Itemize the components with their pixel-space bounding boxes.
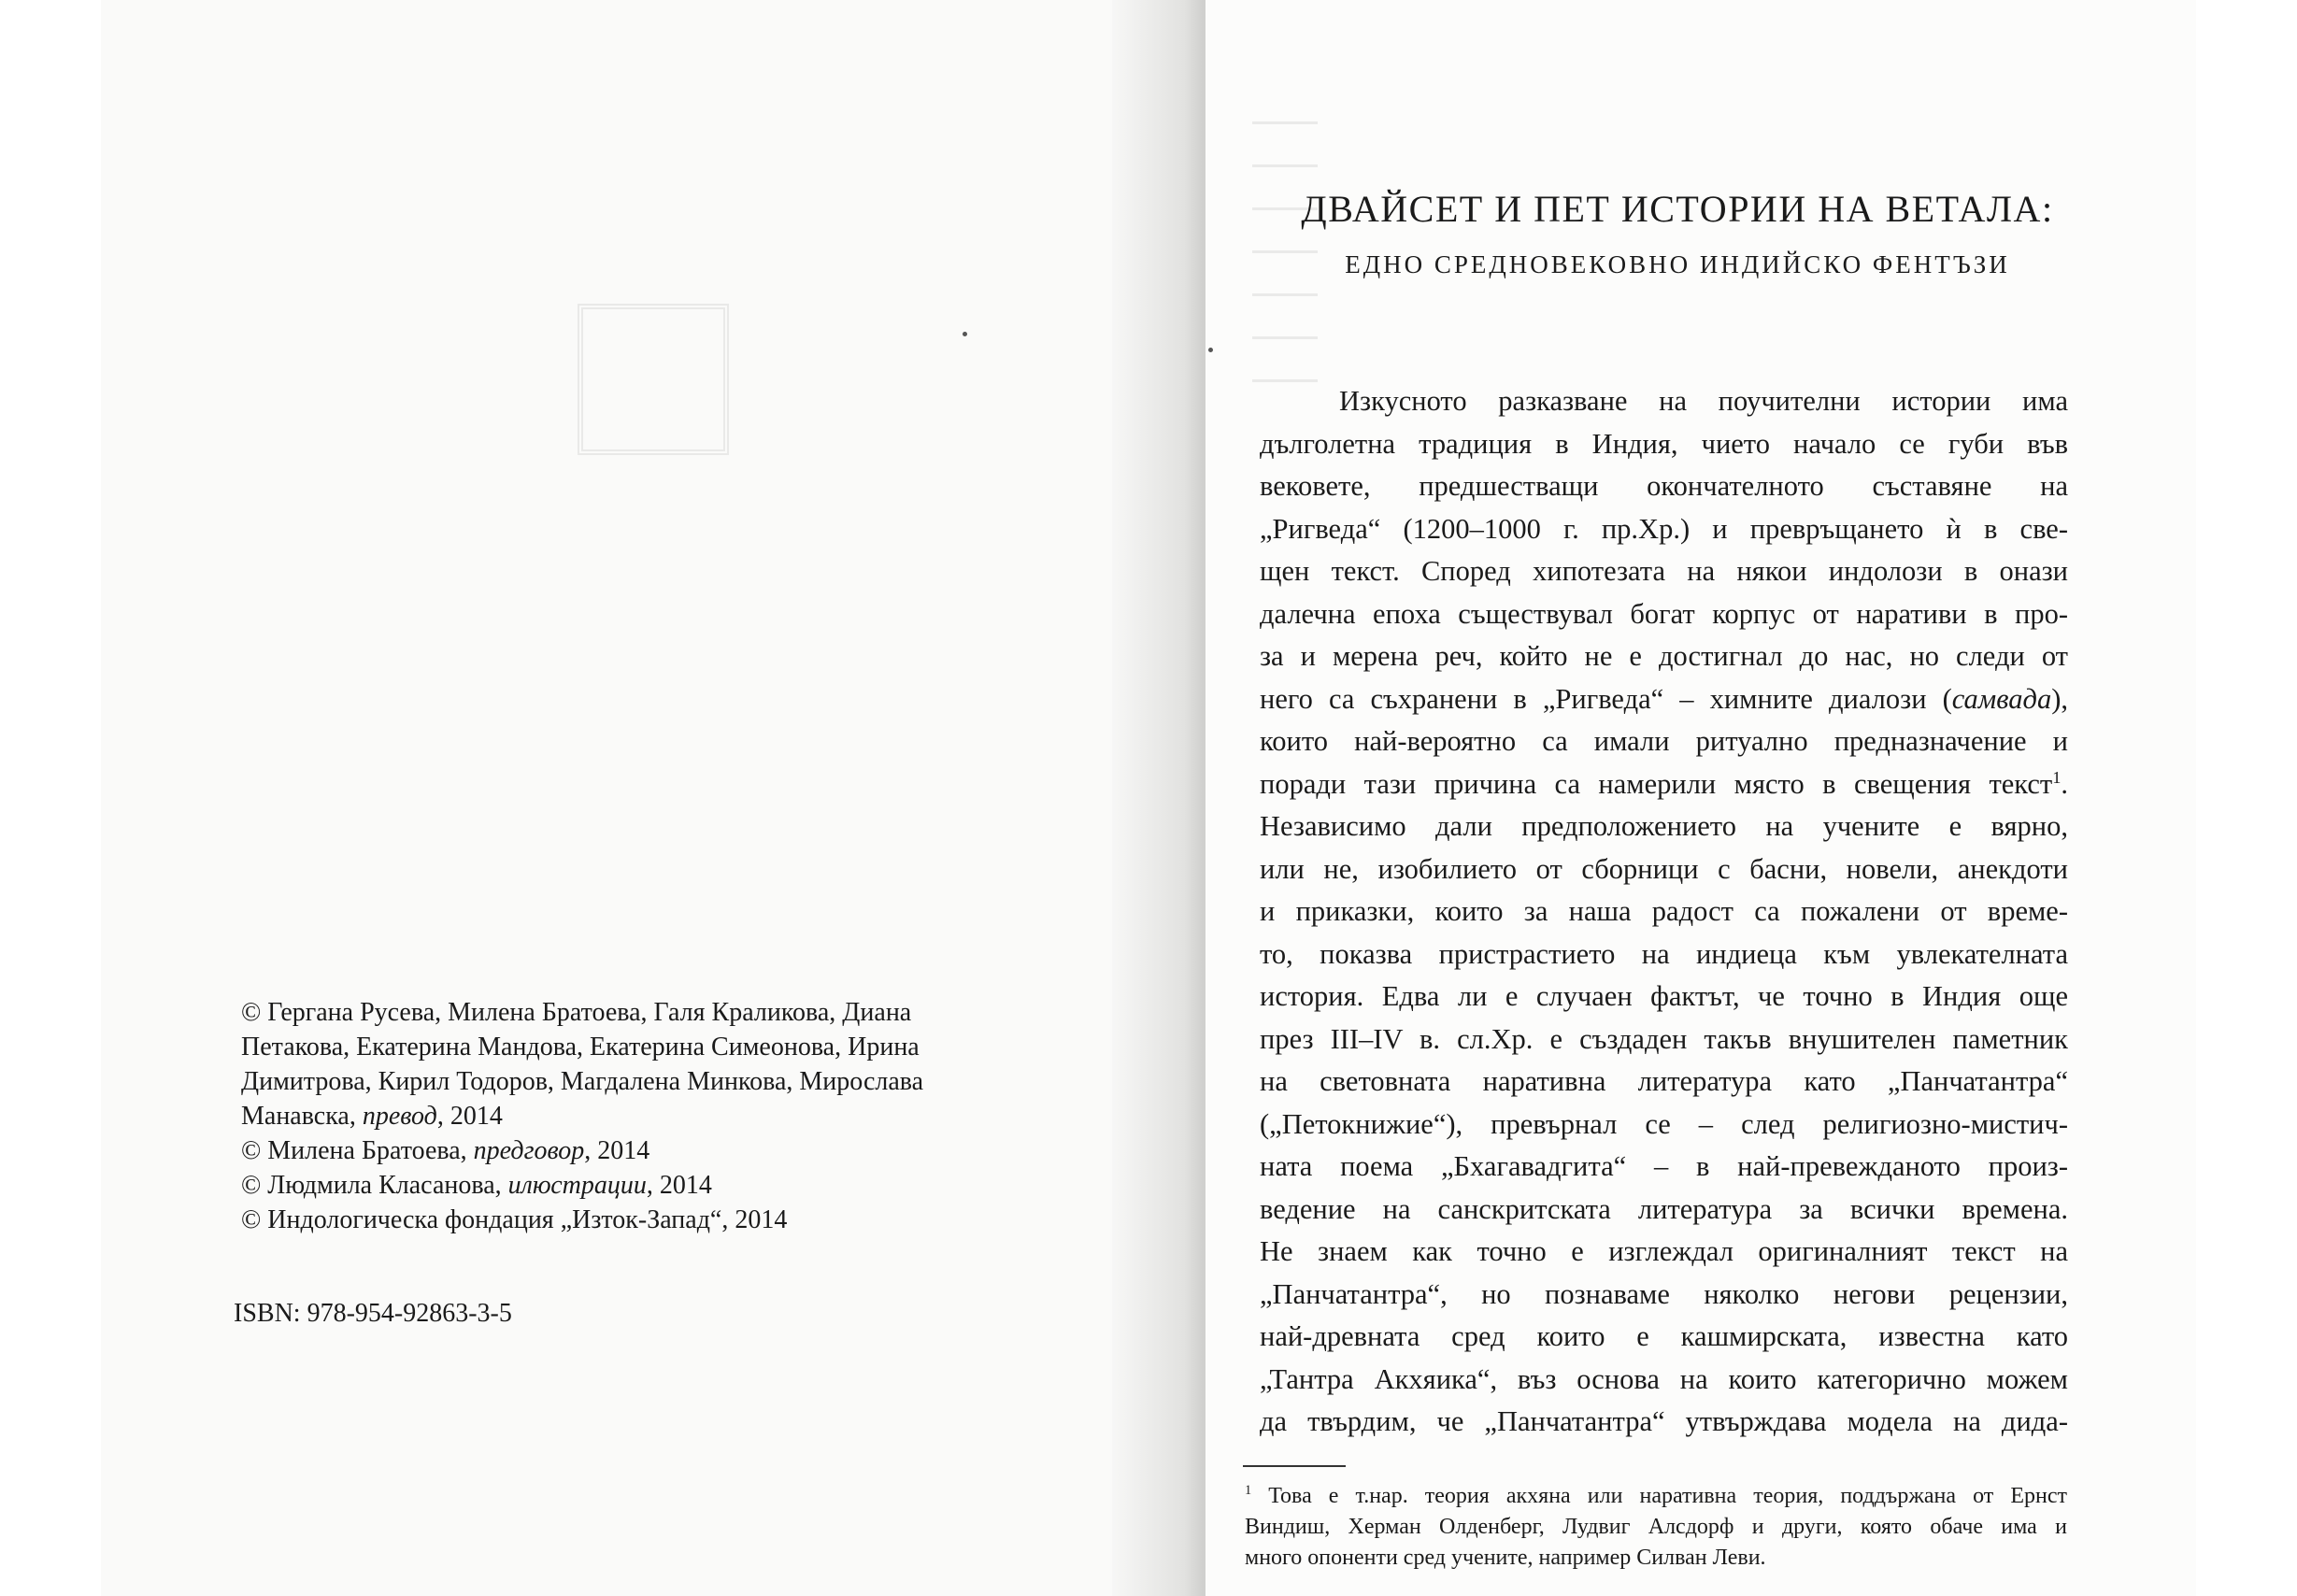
copyright-block (241, 995, 989, 1237)
body-line: ната поема „Бхагавадгита“ – в най-превежданото произ- (1260, 1150, 2068, 1182)
body-line: и приказки, които за наша радост са пожалени от време- (1260, 895, 2068, 927)
body-line: Не знаем как точно е изглеждал оригиналният текст на (1260, 1235, 2068, 1267)
footnote-line: много опоненти сред учените, например Силван Леви. (1245, 1546, 1766, 1570)
speck (1208, 348, 1213, 352)
body-line: Независимо дали предположението на учените е вярно, (1260, 810, 2068, 842)
page-margin (2196, 0, 2297, 1596)
body-line-segment: него са съхранени в „Ригведа“ – химните диалози ( (1260, 682, 1952, 715)
footnote (1245, 1481, 2067, 1574)
body-line: най-древната сред които е кашмирската, известна като (1260, 1320, 2068, 1352)
body-line: история. Едва ли е случаен фактът, че точно в Индия още (1260, 980, 2068, 1012)
foreword-copyright (241, 1133, 989, 1168)
body-line: то, показва пристрастието на индиеца към увлекателната (1260, 937, 2068, 970)
body-line: поради тази причина са намерили място в свещения текст$^1$. (1260, 767, 2068, 800)
body-line: ведение на санскритската литература за всички времена. (1260, 1192, 2068, 1225)
copyright-line: Петакова, Екатерина Мандова, Екатерина Симеонова, Ирина (241, 1033, 920, 1062)
footnote-rule (1243, 1465, 1346, 1467)
body-line: за и мерена реч, който не е достигнал до нас, но следи от (1260, 640, 2068, 672)
illustrations-copyright (241, 1168, 989, 1203)
body-line: „Тантра Акхяика“, въз основа на които категорично можем (1260, 1362, 2068, 1395)
body-line: на световната наративна литература като „Панчатантра“ (1260, 1065, 2068, 1097)
italic-term: самвада (1951, 682, 2052, 715)
illustrator: © Людмила Класанова, (241, 1171, 508, 1200)
body-line: дълголетна традиция в Индия, чието начало се губи във (1260, 427, 2068, 460)
chapter-title: ДВАЙСЕТ И ПЕТ ИСТОРИИ НА ВЕТАЛА: (1301, 188, 2054, 230)
footnote-line (1245, 1481, 2067, 1512)
body-line-segment: ), (2051, 682, 2068, 715)
bleed-through-emblem (578, 304, 729, 455)
foreword-year: , 2014 (584, 1136, 650, 1165)
body-line: Изкусното разказване на поучителни истории има (1339, 385, 2068, 417)
isbn: ISBN: 978-954-92863-3-5 (234, 1299, 512, 1328)
speck (963, 332, 967, 336)
footnote-text: Това е т.нар. теория акхяна или наративна теория, поддържана от Ернст (1268, 1484, 2067, 1508)
body-line: „Панчатантра“, но познаваме няколко негови рецензии, (1260, 1277, 2068, 1310)
body-line: през III–IV в. сл.Хр. е създаден такъв внушителен паметник (1260, 1022, 2068, 1055)
footnote-marker: 1 (1245, 1483, 1252, 1498)
body-line: вековете, предшестващи окончателното съставяне на (1260, 470, 2068, 502)
body-line (1260, 678, 2068, 721)
illustrations-year: , 2014 (646, 1171, 712, 1200)
body-text (1260, 380, 2068, 1444)
translators-copyright (241, 995, 989, 1133)
foundation-copyright: © Индологическа фондация „Изток-Запад“, 2014 (241, 1205, 788, 1234)
translation-role: превод (362, 1102, 437, 1131)
body-line: които най-вероятно са имали ритуално предназначение и (1260, 725, 2068, 757)
body-line-segment: поради тази причина са намерили място в свещения текст (1260, 767, 2053, 800)
copyright-line: Манавска, (241, 1102, 363, 1131)
foreword-author: © Милена Братоева, (241, 1136, 474, 1165)
body-line: далечна епоха съществувал богат корпус от наративи в про- (1260, 597, 2068, 630)
body-line: („Петокнижие“), превърнал се – след религиозно-мистич- (1260, 1107, 2068, 1140)
translation-year: , 2014 (436, 1102, 503, 1131)
illustrations-role: илюстрации (507, 1171, 647, 1200)
footnote-reference[interactable]: 1 (2052, 767, 2062, 787)
chapter-subtitle: ЕДНО СРЕДНОВЕКОВНО ИНДИЙСКО ФЕНТЪЗИ (1345, 250, 2010, 278)
body-line: да твърдим, че „Панчатантра“ утвърждава модела на дида- (1260, 1405, 2068, 1437)
body-line: „Ригведа“ (1200–1000 г. пр.Хр.) и превръщането ѝ в све- (1260, 512, 2068, 545)
copyright-line: © Гергана Русева, Милена Братоева, Галя Краликова, Диана (241, 998, 912, 1027)
copyright-line: Димитрова, Кирил Тодоров, Магдалена Минкова, Мирослава (241, 1067, 924, 1096)
footnote-line: Виндиш, Херман Олденберг, Лудвиг Алсдорф и други, която обаче има и (1245, 1515, 2067, 1539)
foreword-role: предговор (473, 1136, 585, 1165)
body-line: щен текст. Според хипотезата на някои индолози в онази (1260, 555, 2068, 587)
body-line: или не, изобилието от сборници с басни, новели, анекдоти (1260, 852, 2068, 885)
left-page (101, 0, 1166, 1596)
